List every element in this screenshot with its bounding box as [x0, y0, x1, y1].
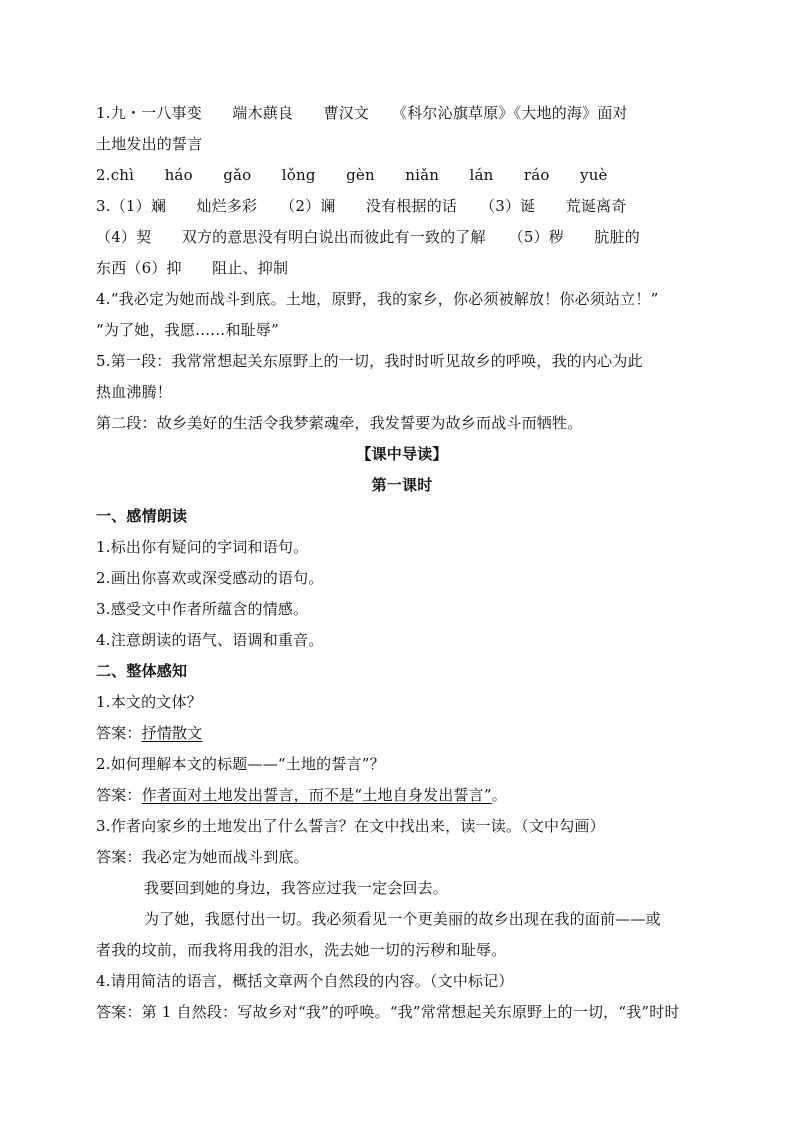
answer-label: 答案：	[96, 848, 142, 866]
question-1: 1.本文的文体？	[96, 693, 202, 711]
question-3-answer-line-2: 我要回到她的身边，我答应过我一定会回去。	[144, 879, 449, 897]
question-2: 2.如何理解本文的标题——“土地的誓言”？	[96, 755, 385, 773]
answer-1-line-1: 1.九・一八事变 端木蕻良 曹汉文 《科尔沁旗草原》《大地的海》面对	[96, 104, 628, 122]
answer-4-line-1: 4.“我必定为她而战斗到底。土地，原野，我的家乡，你必须被解放！你必须站立！”	[96, 290, 659, 308]
part-1-item: 4.注意朗读的语气、语调和重音。	[96, 631, 324, 649]
answer-label: 答案：	[96, 724, 142, 742]
question-4: 4.请用简洁的语言，概括文章两个自然段的内容。（文中标记）	[96, 972, 514, 990]
part-2-heading: 二、整体感知	[96, 662, 188, 680]
answer-underlined-text: 作者面对土地发出誓言，而不是“土地自身发出誓言”	[141, 786, 492, 804]
answer-label: 答案：	[96, 786, 142, 804]
answer-2-pinyin: 2.chì háo gǎo lǒng gèn niǎn lán ráo yuè	[96, 166, 608, 184]
answer-5-line-2: 热血沸腾！	[96, 383, 173, 401]
answer-tail: 。	[491, 786, 507, 804]
section-title: 【课中导读】	[356, 445, 448, 463]
question-3-answer-line-1	[96, 842, 708, 873]
answer-4-line-2: “为了她，我愿……和耻辱”	[96, 321, 279, 339]
answer-3-line-2: （4）契 双方的意思没有明白说出而彼此有一致的了解 （5）秽 肮脏的	[96, 228, 640, 246]
question-3-answer-line-4: 者我的坟前，而我将用我的泪水，洗去她一切的污秽和耻辱。	[96, 941, 507, 959]
part-1-heading: 一、感情朗读	[96, 507, 188, 525]
question-1-answer	[96, 718, 708, 749]
question-2-answer	[96, 780, 708, 811]
question-3-answer-line-3: 为了她，我愿付出一切。我必须看见一个更美丽的故乡出现在我的面前——或	[144, 910, 661, 928]
answer-1-line-2: 土地发出的誓言	[96, 135, 203, 153]
question-3: 3.作者向家乡的土地发出了什么誓言？在文中找出来，读一读。（文中勾画）	[96, 817, 605, 835]
part-1-item: 3.感受文中作者所蕴含的情感。	[96, 600, 309, 618]
answer-3-line-3: 东西（6）抑 阻止、抑制	[96, 259, 289, 277]
part-1-item: 1.标出你有疑问的字词和语句。	[96, 538, 309, 556]
answer-text: 我必定为她而战斗到底。	[141, 848, 309, 866]
answer-3-line-1: 3.（1）斓 灿烂多彩 （2）谰 没有根据的话 （3）诞 荒诞离奇	[96, 197, 627, 215]
lesson-title: 第一课时	[371, 476, 433, 494]
answer-5-line-3: 第二段：故乡美好的生活令我梦萦魂牵，我发誓要为故乡而战斗而牺牲。	[96, 414, 583, 432]
answer-underlined-text: 抒情散文	[141, 724, 203, 742]
part-1-item: 2.画出你喜欢或深受感动的语句。	[96, 569, 324, 587]
document-body	[96, 98, 708, 1028]
question-4-answer: 答案：第 1 自然段：写故乡对“我”的呼唤。“我”常常想起关东原野上的一切，“我”时时	[96, 1003, 680, 1021]
answer-5-line-1: 5.第一段：我常常想起关东原野上的一切，我时时听见故乡的呼唤，我的内心为此	[96, 352, 643, 370]
